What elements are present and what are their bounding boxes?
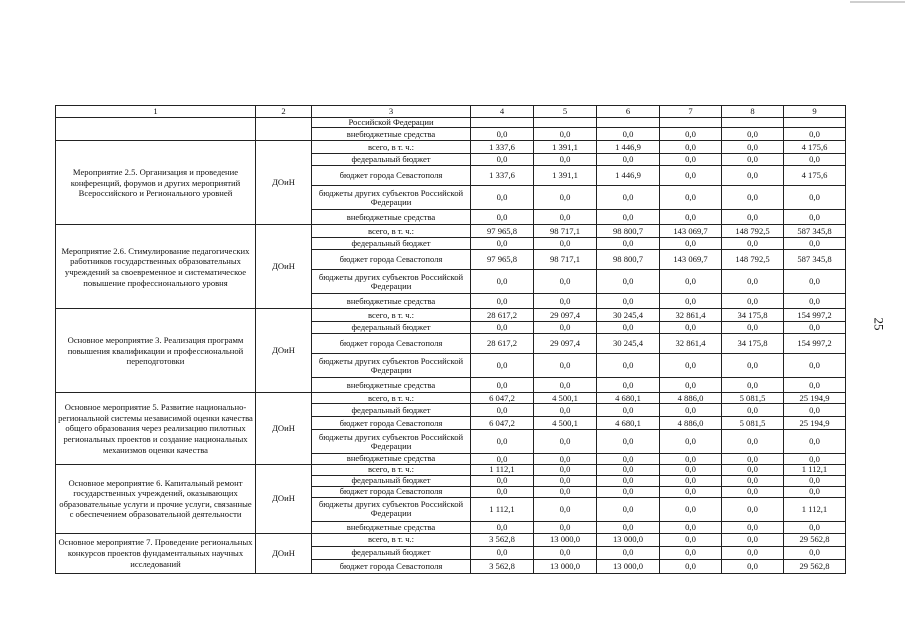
amount-cell: 0,0 — [784, 404, 846, 417]
funding-source-cell: федеральный бюджет — [312, 154, 471, 166]
amount-cell: 0,0 — [534, 486, 597, 497]
amount-cell: 0,0 — [597, 521, 660, 533]
amount-cell: 0,0 — [722, 378, 784, 393]
amount-cell: 0,0 — [597, 322, 660, 334]
amount-cell: 0,0 — [597, 430, 660, 454]
amount-cell: 0,0 — [471, 475, 534, 486]
amount-cell: 0,0 — [597, 294, 660, 309]
amount-cell: 1 112,1 — [784, 464, 846, 475]
header-cell: 5 — [534, 106, 597, 118]
amount-cell: 6 047,2 — [471, 417, 534, 430]
amount-cell: 25 194,9 — [784, 417, 846, 430]
header-cell: 4 — [471, 106, 534, 118]
amount-cell: 0,0 — [784, 154, 846, 166]
amount-cell: 0,0 — [534, 322, 597, 334]
amount-cell: 98 800,7 — [597, 225, 660, 238]
header-cell: 1 — [56, 106, 256, 118]
amount-cell: 0,0 — [534, 354, 597, 378]
amount-cell: 0,0 — [722, 521, 784, 533]
page-number: 25 — [871, 317, 887, 331]
table-row — [56, 225, 846, 238]
funding-source-cell: Российской Федерации — [312, 118, 471, 128]
amount-cell: 0,0 — [722, 354, 784, 378]
amount-cell: 0,0 — [597, 404, 660, 417]
amount-cell: 0,0 — [597, 486, 660, 497]
amount-cell: 28 617,2 — [471, 334, 534, 354]
amount-cell: 3 562,8 — [471, 559, 534, 573]
amount-cell: 0,0 — [534, 378, 597, 393]
amount-cell: 143 069,7 — [660, 225, 722, 238]
amount-cell: 32 861,4 — [660, 309, 722, 322]
executor-cell: ДОиН — [256, 309, 312, 393]
funding-source-cell: бюджет города Севастополя — [312, 334, 471, 354]
funding-source-cell: бюджет города Севастополя — [312, 250, 471, 270]
amount-cell: 0,0 — [660, 546, 722, 559]
amount-cell: 0,0 — [534, 497, 597, 521]
amount-cell: 5 081,5 — [722, 417, 784, 430]
funding-source-cell: внебюджетные средства — [312, 378, 471, 393]
amount-cell: 0,0 — [597, 475, 660, 486]
funding-source-cell: федеральный бюджет — [312, 322, 471, 334]
funding-source-cell: бюджеты других субъектов Российской Федерации — [312, 497, 471, 521]
amount-cell: 0,0 — [722, 486, 784, 497]
table-row — [56, 118, 846, 128]
amount-cell: 0,0 — [784, 430, 846, 454]
amount-cell: 0,0 — [722, 475, 784, 486]
amount-cell: 32 861,4 — [660, 334, 722, 354]
budget-table — [55, 105, 846, 574]
amount-cell: 0,0 — [722, 166, 784, 186]
amount-cell: 0,0 — [784, 294, 846, 309]
amount-cell: 1 391,1 — [534, 141, 597, 154]
amount-cell: 34 175,8 — [722, 309, 784, 322]
amount-cell: 0,0 — [722, 546, 784, 559]
executor-cell: ДОиН — [256, 533, 312, 573]
amount-cell: 30 245,4 — [597, 309, 660, 322]
scan-edge-mark — [850, 1, 905, 3]
amount-cell: 0,0 — [660, 497, 722, 521]
amount-cell: 0,0 — [722, 533, 784, 546]
amount-cell: 5 081,5 — [722, 393, 784, 404]
header-cell: 9 — [784, 106, 846, 118]
amount-cell: 1 446,9 — [597, 141, 660, 154]
amount-cell: 0,0 — [534, 546, 597, 559]
executor-cell — [256, 118, 312, 141]
amount-cell: 0,0 — [660, 430, 722, 454]
amount-cell: 0,0 — [471, 486, 534, 497]
amount-cell: 0,0 — [471, 521, 534, 533]
executor-cell: ДОиН — [256, 141, 312, 225]
amount-cell: 0,0 — [471, 210, 534, 225]
amount-cell: 0,0 — [660, 475, 722, 486]
amount-cell: 29 097,4 — [534, 334, 597, 354]
amount-cell: 0,0 — [784, 354, 846, 378]
amount-cell: 0,0 — [471, 294, 534, 309]
amount-cell: 0,0 — [660, 294, 722, 309]
activity-name-cell: Мероприятие 2.6. Стимулирование педагогических работников государственных образовательных учреждений за своевременное и систематическое повышение профессионального уровня — [56, 225, 256, 309]
header-cell: 7 — [660, 106, 722, 118]
funding-source-cell: федеральный бюджет — [312, 238, 471, 250]
amount-cell: 0,0 — [471, 354, 534, 378]
amount-cell: 0,0 — [534, 270, 597, 294]
amount-cell: 0,0 — [660, 238, 722, 250]
amount-cell: 0,0 — [722, 454, 784, 464]
amount-cell: 154 997,2 — [784, 334, 846, 354]
amount-cell: 0,0 — [597, 128, 660, 141]
funding-source-cell: внебюджетные средства — [312, 210, 471, 225]
amount-cell: 0,0 — [660, 533, 722, 546]
table-row — [56, 533, 846, 546]
funding-source-cell: всего, в т. ч.: — [312, 141, 471, 154]
amount-cell: 0,0 — [534, 521, 597, 533]
executor-cell: ДОиН — [256, 393, 312, 464]
table-row — [56, 393, 846, 404]
amount-cell — [660, 118, 722, 128]
amount-cell: 0,0 — [660, 166, 722, 186]
funding-source-cell: федеральный бюджет — [312, 475, 471, 486]
amount-cell: 4 175,6 — [784, 166, 846, 186]
amount-cell: 4 175,6 — [784, 141, 846, 154]
amount-cell: 4 680,1 — [597, 393, 660, 404]
amount-cell: 0,0 — [722, 210, 784, 225]
amount-cell: 0,0 — [722, 186, 784, 210]
amount-cell: 4 500,1 — [534, 417, 597, 430]
amount-cell: 0,0 — [534, 475, 597, 486]
amount-cell: 0,0 — [784, 486, 846, 497]
executor-cell: ДОиН — [256, 225, 312, 309]
amount-cell: 98 717,1 — [534, 250, 597, 270]
amount-cell: 0,0 — [784, 128, 846, 141]
amount-cell: 1 337,6 — [471, 141, 534, 154]
amount-cell: 587 345,8 — [784, 225, 846, 238]
amount-cell: 0,0 — [784, 238, 846, 250]
amount-cell: 0,0 — [534, 454, 597, 464]
amount-cell: 0,0 — [722, 322, 784, 334]
amount-cell: 0,0 — [534, 404, 597, 417]
funding-source-cell: бюджеты других субъектов Российской Федерации — [312, 270, 471, 294]
amount-cell: 13 000,0 — [534, 559, 597, 573]
amount-cell: 29 562,8 — [784, 533, 846, 546]
amount-cell: 0,0 — [722, 559, 784, 573]
amount-cell: 13 000,0 — [534, 533, 597, 546]
amount-cell: 0,0 — [471, 378, 534, 393]
amount-cell: 0,0 — [534, 464, 597, 475]
amount-cell: 0,0 — [784, 270, 846, 294]
amount-cell: 0,0 — [722, 497, 784, 521]
amount-cell: 6 047,2 — [471, 393, 534, 404]
amount-cell: 0,0 — [722, 270, 784, 294]
amount-cell: 0,0 — [660, 141, 722, 154]
activity-name-cell: Основное мероприятие 3. Реализация программ повышения квалификации и профессиональной переподготовки — [56, 309, 256, 393]
amount-cell: 0,0 — [597, 497, 660, 521]
amount-cell: 0,0 — [660, 454, 722, 464]
amount-cell: 0,0 — [534, 430, 597, 454]
amount-cell: 0,0 — [597, 270, 660, 294]
amount-cell: 1 112,1 — [471, 464, 534, 475]
header-cell: 3 — [312, 106, 471, 118]
amount-cell: 0,0 — [534, 238, 597, 250]
funding-source-cell: всего, в т. ч.: — [312, 309, 471, 322]
amount-cell — [722, 118, 784, 128]
executor-cell: ДОиН — [256, 464, 312, 533]
amount-cell: 0,0 — [722, 154, 784, 166]
amount-cell: 0,0 — [722, 238, 784, 250]
amount-cell: 29 562,8 — [784, 559, 846, 573]
header-row — [56, 106, 846, 118]
amount-cell: 0,0 — [784, 322, 846, 334]
amount-cell: 0,0 — [784, 521, 846, 533]
amount-cell: 0,0 — [471, 154, 534, 166]
amount-cell: 0,0 — [660, 378, 722, 393]
amount-cell: 0,0 — [660, 486, 722, 497]
amount-cell: 1 112,1 — [471, 497, 534, 521]
funding-source-cell: внебюджетные средства — [312, 128, 471, 141]
amount-cell: 4 886,0 — [660, 393, 722, 404]
funding-source-cell: бюджет города Севастополя — [312, 486, 471, 497]
amount-cell: 0,0 — [722, 128, 784, 141]
amount-cell: 0,0 — [471, 404, 534, 417]
funding-source-cell: бюджеты других субъектов Российской Федерации — [312, 186, 471, 210]
funding-source-cell: всего, в т. ч.: — [312, 533, 471, 546]
amount-cell: 0,0 — [534, 210, 597, 225]
funding-source-cell: всего, в т. ч.: — [312, 393, 471, 404]
funding-source-cell: бюджет города Севастополя — [312, 417, 471, 430]
amount-cell: 0,0 — [597, 186, 660, 210]
activity-name-cell: Мероприятие 2.5. Организация и проведение конференций, форумов и других мероприятий Всероссийского и Регионального уровней — [56, 141, 256, 225]
amount-cell — [597, 118, 660, 128]
amount-cell: 0,0 — [660, 154, 722, 166]
activity-name-cell: Основное мероприятие 5. Развитие национально-региональной системы независимой оценки качества общего образования через реализацию пилотных региональных проектов и создание национальных механизмов оценки качества — [56, 393, 256, 464]
amount-cell: 0,0 — [471, 128, 534, 141]
amount-cell: 0,0 — [597, 238, 660, 250]
header-cell: 6 — [597, 106, 660, 118]
amount-cell: 0,0 — [597, 154, 660, 166]
activity-name-cell — [56, 118, 256, 141]
amount-cell — [534, 118, 597, 128]
amount-cell: 143 069,7 — [660, 250, 722, 270]
funding-source-cell: федеральный бюджет — [312, 404, 471, 417]
amount-cell: 0,0 — [597, 464, 660, 475]
funding-source-cell: бюджет города Севастополя — [312, 559, 471, 573]
amount-cell: 25 194,9 — [784, 393, 846, 404]
amount-cell: 4 500,1 — [534, 393, 597, 404]
amount-cell: 0,0 — [722, 404, 784, 417]
amount-cell: 0,0 — [784, 210, 846, 225]
amount-cell: 0,0 — [660, 210, 722, 225]
amount-cell: 0,0 — [784, 546, 846, 559]
amount-cell: 1 391,1 — [534, 166, 597, 186]
amount-cell: 0,0 — [471, 238, 534, 250]
amount-cell: 0,0 — [597, 210, 660, 225]
funding-source-cell: бюджеты других субъектов Российской Федерации — [312, 354, 471, 378]
amount-cell: 1 446,9 — [597, 166, 660, 186]
amount-cell: 148 792,5 — [722, 225, 784, 238]
amount-cell: 0,0 — [784, 454, 846, 464]
table-row — [56, 309, 846, 322]
amount-cell: 4 680,1 — [597, 417, 660, 430]
amount-cell: 13 000,0 — [597, 559, 660, 573]
header-cell: 2 — [256, 106, 312, 118]
amount-cell: 0,0 — [534, 128, 597, 141]
amount-cell: 98 717,1 — [534, 225, 597, 238]
amount-cell: 0,0 — [534, 294, 597, 309]
amount-cell: 30 245,4 — [597, 334, 660, 354]
funding-source-cell: всего, в т. ч.: — [312, 464, 471, 475]
funding-source-cell: всего, в т. ч.: — [312, 225, 471, 238]
amount-cell: 0,0 — [660, 464, 722, 475]
amount-cell: 34 175,8 — [722, 334, 784, 354]
amount-cell: 0,0 — [660, 186, 722, 210]
amount-cell: 29 097,4 — [534, 309, 597, 322]
amount-cell: 13 000,0 — [597, 533, 660, 546]
amount-cell: 0,0 — [471, 186, 534, 210]
amount-cell: 0,0 — [660, 521, 722, 533]
amount-cell: 0,0 — [597, 354, 660, 378]
amount-cell: 0,0 — [471, 430, 534, 454]
amount-cell: 97 965,8 — [471, 250, 534, 270]
funding-source-cell: федеральный бюджет — [312, 546, 471, 559]
amount-cell: 0,0 — [471, 454, 534, 464]
amount-cell: 4 886,0 — [660, 417, 722, 430]
amount-cell: 0,0 — [722, 464, 784, 475]
amount-cell — [784, 118, 846, 128]
amount-cell — [471, 118, 534, 128]
amount-cell: 0,0 — [660, 128, 722, 141]
funding-source-cell: внебюджетные средства — [312, 521, 471, 533]
amount-cell: 0,0 — [660, 404, 722, 417]
amount-cell: 0,0 — [471, 322, 534, 334]
funding-source-cell: бюджеты других субъектов Российской Федерации — [312, 430, 471, 454]
table-row — [56, 464, 846, 475]
amount-cell: 148 792,5 — [722, 250, 784, 270]
amount-cell: 28 617,2 — [471, 309, 534, 322]
activity-name-cell: Основное мероприятие 6. Капитальный ремонт государственных учреждений, оказывающих образовательные услуги и прочие услуги, связанные с обеспечением образовательной деятельности — [56, 464, 256, 533]
amount-cell: 1 112,1 — [784, 497, 846, 521]
table-row — [56, 141, 846, 154]
amount-cell: 0,0 — [784, 475, 846, 486]
amount-cell: 1 337,6 — [471, 166, 534, 186]
amount-cell: 0,0 — [597, 454, 660, 464]
amount-cell: 587 345,8 — [784, 250, 846, 270]
amount-cell: 0,0 — [660, 322, 722, 334]
amount-cell: 97 965,8 — [471, 225, 534, 238]
amount-cell: 3 562,8 — [471, 533, 534, 546]
funding-source-cell: внебюджетные средства — [312, 294, 471, 309]
amount-cell: 0,0 — [534, 154, 597, 166]
amount-cell: 0,0 — [722, 294, 784, 309]
header-cell: 8 — [722, 106, 784, 118]
amount-cell: 0,0 — [471, 546, 534, 559]
amount-cell: 0,0 — [660, 559, 722, 573]
amount-cell: 0,0 — [784, 378, 846, 393]
funding-source-cell: бюджет города Севастополя — [312, 166, 471, 186]
amount-cell: 154 997,2 — [784, 309, 846, 322]
amount-cell: 0,0 — [471, 270, 534, 294]
funding-source-cell: внебюджетные средства — [312, 454, 471, 464]
amount-cell: 0,0 — [597, 378, 660, 393]
amount-cell: 0,0 — [660, 354, 722, 378]
amount-cell: 0,0 — [784, 186, 846, 210]
amount-cell: 0,0 — [722, 141, 784, 154]
amount-cell: 0,0 — [534, 186, 597, 210]
activity-name-cell: Основное мероприятие 7. Проведение региональных конкурсов проектов фундаментальных научных исследований — [56, 533, 256, 573]
amount-cell: 98 800,7 — [597, 250, 660, 270]
amount-cell: 0,0 — [722, 430, 784, 454]
amount-cell: 0,0 — [597, 546, 660, 559]
amount-cell: 0,0 — [660, 270, 722, 294]
